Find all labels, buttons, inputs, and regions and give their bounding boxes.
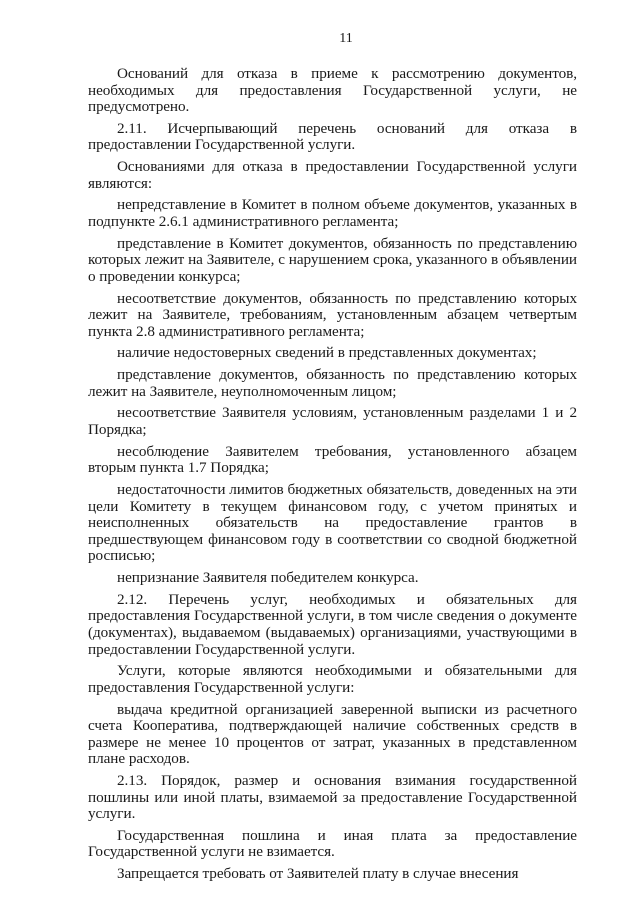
paragraph: представление документов, обязанность по представлению которых лежит на Заявителе, неуполномоченным лицом; [88, 366, 577, 400]
paragraph: Услуги, которые являются необходимыми и обязательными для предоставления Государственной услуги: [88, 662, 577, 696]
paragraph: 2.12. Перечень услуг, необходимых и обязательных для предоставления Государственной услуги, в том числе сведения о документе (документах), выдаваемом (выдаваемых) организациями, участвующими в предоставлении Государственной услуги. [88, 590, 577, 658]
paragraph: непредставление в Комитет в полном объеме документов, указанных в подпункте 2.6.1 административного регламента; [88, 196, 577, 231]
paragraph: Запрещается требовать от Заявителей плату в случае внесения [117, 865, 519, 883]
paragraph: Государственная пошлина и иная плата за предоставление Государственной услуги не взимается. [88, 826, 577, 861]
paragraph: 2.11. Исчерпывающий перечень оснований для отказа в предоставлении Государственной услуги. [88, 119, 577, 154]
paragraph: несоответствие документов, обязанность по представлению которых лежит на Заявителе, требованиям, установленным абзацем четвертым пункта 2.8 административного регламента; [88, 289, 577, 340]
paragraph: несоблюдение Заявителем требования, установленного абзацем вторым пункта 1.7 Порядка; [88, 442, 577, 477]
body-text [88, 66, 577, 883]
paragraph: наличие недостоверных сведений в представленных документах; [117, 344, 537, 362]
paragraph: несоответствие Заявителя условиям, установленным разделами 1 и 2 Порядка; [88, 404, 577, 439]
paragraph: выдача кредитной организацией заверенной выписки из расчетного счета Кооператива, подтверждающей наличие собственных средств в размере не менее 10 процентов от затрат, указанных в представленном плане расходов. [88, 700, 577, 768]
paragraph: представление в Комитет документов, обязанность по представлению которых лежит на Заявителе, с нарушением срока, указанного в объявлении о проведении конкурса; [88, 234, 577, 285]
paragraph: Оснований для отказа в приеме к рассмотрению документов, необходимых для предоставления Государственной услуги, не предусмотрено. [88, 65, 577, 116]
paragraph: Основаниями для отказа в предоставлении Государственной услуги являются: [88, 158, 577, 192]
paragraph: недостаточности лимитов бюджетных обязательств, доведенных на эти цели Комитету в текущем финансовом году, с учетом принятых и неисполненных обязательств на предоставление грантов в предшествующем финансовом году в соответствии со сводной бюджетной росписью; [88, 481, 577, 565]
paragraph: 2.13. Порядок, размер и основания взимания государственной пошлины или иной платы, взимаемой за предоставление Государственной услуги. [88, 771, 577, 823]
page-number: 11 [339, 31, 353, 46]
paragraph: непризнание Заявителя победителем конкурса. [117, 569, 419, 587]
